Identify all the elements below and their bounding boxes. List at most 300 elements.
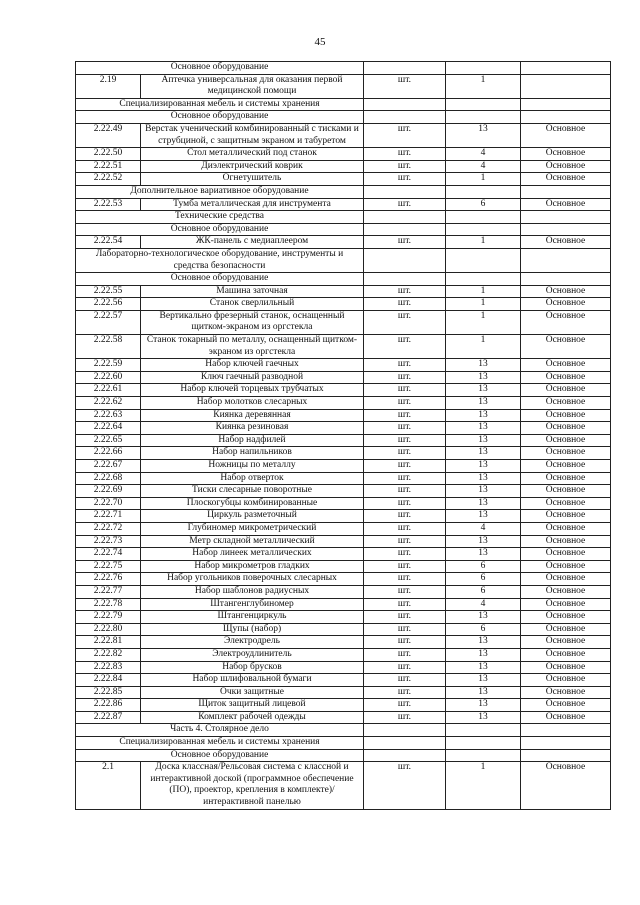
item-name: Набор линеек металлических bbox=[141, 548, 364, 561]
table-row bbox=[76, 661, 611, 674]
item-number: 2.22.78 bbox=[76, 598, 141, 611]
item-number: 2.1 bbox=[76, 762, 141, 809]
item-name: Комплект рабочей одежды bbox=[141, 711, 364, 724]
item-name: Киянка резиновая bbox=[141, 422, 364, 435]
section-row bbox=[76, 749, 611, 762]
section-title: Технические средства bbox=[76, 211, 364, 224]
item-quantity: 13 bbox=[446, 686, 521, 699]
item-category: Основное bbox=[521, 397, 611, 410]
item-quantity: 4 bbox=[446, 148, 521, 161]
item-name: Щиток защитный лицевой bbox=[141, 699, 364, 712]
item-name: Набор угольников поверочных слесарных bbox=[141, 573, 364, 586]
item-name: Циркуль разметочный bbox=[141, 510, 364, 523]
item-number: 2.22.72 bbox=[76, 522, 141, 535]
item-number: 2.22.52 bbox=[76, 173, 141, 186]
item-name: Ножницы по металлу bbox=[141, 460, 364, 473]
section-title: Дополнительное вариативное оборудование bbox=[76, 185, 364, 198]
table-row bbox=[76, 535, 611, 548]
item-unit: шт. bbox=[364, 460, 446, 473]
item-category: Основное bbox=[521, 409, 611, 422]
item-category: Основное bbox=[521, 148, 611, 161]
item-category: Основное bbox=[521, 123, 611, 147]
section-row bbox=[76, 223, 611, 236]
item-quantity: 13 bbox=[446, 397, 521, 410]
item-quantity: 4 bbox=[446, 598, 521, 611]
item-unit: шт. bbox=[364, 648, 446, 661]
item-unit: шт. bbox=[364, 598, 446, 611]
table-row bbox=[76, 371, 611, 384]
unit-cell bbox=[364, 737, 446, 750]
category-cell bbox=[521, 111, 611, 124]
category-cell bbox=[521, 248, 611, 272]
item-category: Основное bbox=[521, 160, 611, 173]
page-number: 45 bbox=[314, 36, 326, 48]
item-unit: шт. bbox=[364, 535, 446, 548]
item-quantity: 13 bbox=[446, 359, 521, 372]
item-number: 2.22.60 bbox=[76, 371, 141, 384]
item-unit: шт. bbox=[364, 623, 446, 636]
item-unit: шт. bbox=[364, 236, 446, 249]
item-unit: шт. bbox=[364, 711, 446, 724]
item-category: Основное bbox=[521, 434, 611, 447]
section-title: Основное оборудование bbox=[76, 111, 364, 124]
item-unit: шт. bbox=[364, 686, 446, 699]
item-quantity: 1 bbox=[446, 285, 521, 298]
item-unit: шт. bbox=[364, 198, 446, 211]
item-category: Основное bbox=[521, 522, 611, 535]
qty-cell bbox=[446, 211, 521, 224]
table-row bbox=[76, 198, 611, 211]
table-row bbox=[76, 522, 611, 535]
item-number: 2.22.75 bbox=[76, 560, 141, 573]
item-quantity: 1 bbox=[446, 335, 521, 359]
table-row bbox=[76, 623, 611, 636]
section-title: Лабораторно-технологическое оборудование, инструменты и средства безопасности bbox=[76, 248, 364, 272]
item-number: 2.22.73 bbox=[76, 535, 141, 548]
item-category: Основное bbox=[521, 535, 611, 548]
item-category: Основное bbox=[521, 686, 611, 699]
unit-cell bbox=[364, 223, 446, 236]
table-row bbox=[76, 548, 611, 561]
section-title: Часть 4. Столярное дело bbox=[76, 724, 364, 737]
unit-cell bbox=[364, 211, 446, 224]
unit-cell bbox=[364, 749, 446, 762]
item-quantity: 13 bbox=[446, 123, 521, 147]
table-row bbox=[76, 648, 611, 661]
item-name: Ключ гаечный разводной bbox=[141, 371, 364, 384]
item-number: 2.22.50 bbox=[76, 148, 141, 161]
item-quantity: 1 bbox=[446, 173, 521, 186]
qty-cell bbox=[446, 111, 521, 124]
table-row bbox=[76, 510, 611, 523]
item-quantity: 13 bbox=[446, 422, 521, 435]
item-name: ЖК-панель с медиаплеером bbox=[141, 236, 364, 249]
unit-cell bbox=[364, 111, 446, 124]
item-name: Машина заточная bbox=[141, 285, 364, 298]
table-row bbox=[76, 762, 611, 809]
item-unit: шт. bbox=[364, 434, 446, 447]
item-name: Тиски слесарные поворотные bbox=[141, 485, 364, 498]
item-name: Штангенциркуль bbox=[141, 611, 364, 624]
section-row bbox=[76, 273, 611, 286]
item-name: Глубиномер микрометрический bbox=[141, 522, 364, 535]
item-number: 2.22.58 bbox=[76, 335, 141, 359]
item-number: 2.22.64 bbox=[76, 422, 141, 435]
category-cell bbox=[521, 62, 611, 75]
item-quantity: 13 bbox=[446, 434, 521, 447]
item-category: Основное bbox=[521, 384, 611, 397]
item-name: Электроудлинитель bbox=[141, 648, 364, 661]
qty-cell bbox=[446, 273, 521, 286]
item-name: Набор микрометров гладких bbox=[141, 560, 364, 573]
item-quantity: 13 bbox=[446, 472, 521, 485]
table-row bbox=[76, 699, 611, 712]
item-unit: шт. bbox=[364, 335, 446, 359]
unit-cell bbox=[364, 185, 446, 198]
table-row bbox=[76, 460, 611, 473]
item-unit: шт. bbox=[364, 510, 446, 523]
qty-cell bbox=[446, 248, 521, 272]
item-name: Электродрель bbox=[141, 636, 364, 649]
item-number: 2.22.85 bbox=[76, 686, 141, 699]
item-quantity: 4 bbox=[446, 160, 521, 173]
item-quantity: 1 bbox=[446, 236, 521, 249]
item-category: Основное bbox=[521, 623, 611, 636]
table-row bbox=[76, 711, 611, 724]
item-category: Основное bbox=[521, 236, 611, 249]
table-row bbox=[76, 472, 611, 485]
item-name: Набор ключей гаечных bbox=[141, 359, 364, 372]
item-number: 2.22.54 bbox=[76, 236, 141, 249]
section-row bbox=[76, 185, 611, 198]
qty-cell bbox=[446, 724, 521, 737]
item-number: 2.22.62 bbox=[76, 397, 141, 410]
item-quantity: 13 bbox=[446, 447, 521, 460]
table-row bbox=[76, 434, 611, 447]
item-unit: шт. bbox=[364, 298, 446, 311]
item-quantity: 13 bbox=[446, 371, 521, 384]
category-cell bbox=[521, 737, 611, 750]
item-number: 2.22.70 bbox=[76, 497, 141, 510]
item-category: Основное bbox=[521, 611, 611, 624]
item-unit: шт. bbox=[364, 674, 446, 687]
table-row bbox=[76, 236, 611, 249]
item-category: Основное bbox=[521, 762, 611, 809]
section-row bbox=[76, 248, 611, 272]
equipment-table bbox=[75, 61, 611, 810]
item-number: 2.19 bbox=[76, 74, 141, 98]
item-name: Аптечка универсальная для оказания первой медицинской помощи bbox=[141, 74, 364, 98]
item-quantity: 13 bbox=[446, 661, 521, 674]
item-name: Набор напильников bbox=[141, 447, 364, 460]
item-number: 2.22.68 bbox=[76, 472, 141, 485]
item-number: 2.22.59 bbox=[76, 359, 141, 372]
table-row bbox=[76, 686, 611, 699]
item-category: Основное bbox=[521, 359, 611, 372]
item-category: Основное bbox=[521, 560, 611, 573]
item-category: Основное bbox=[521, 699, 611, 712]
item-name: Щупы (набор) bbox=[141, 623, 364, 636]
table-row bbox=[76, 148, 611, 161]
item-quantity: 13 bbox=[446, 485, 521, 498]
item-number: 2.22.66 bbox=[76, 447, 141, 460]
item-unit: шт. bbox=[364, 573, 446, 586]
table-row bbox=[76, 636, 611, 649]
table-row bbox=[76, 485, 611, 498]
item-name: Диэлектрический коврик bbox=[141, 160, 364, 173]
item-unit: шт. bbox=[364, 74, 446, 98]
item-quantity: 6 bbox=[446, 560, 521, 573]
item-quantity: 1 bbox=[446, 74, 521, 98]
item-quantity: 13 bbox=[446, 548, 521, 561]
unit-cell bbox=[364, 98, 446, 111]
item-quantity: 13 bbox=[446, 409, 521, 422]
item-number: 2.22.53 bbox=[76, 198, 141, 211]
item-quantity: 13 bbox=[446, 510, 521, 523]
item-category: Основное bbox=[521, 636, 611, 649]
item-unit: шт. bbox=[364, 285, 446, 298]
item-category: Основное bbox=[521, 674, 611, 687]
table-row bbox=[76, 335, 611, 359]
item-category bbox=[521, 74, 611, 98]
table-row bbox=[76, 598, 611, 611]
item-unit: шт. bbox=[364, 548, 446, 561]
item-unit: шт. bbox=[364, 447, 446, 460]
item-name: Набор ключей торцевых трубчатых bbox=[141, 384, 364, 397]
item-category: Основное bbox=[521, 497, 611, 510]
item-unit: шт. bbox=[364, 699, 446, 712]
section-row bbox=[76, 211, 611, 224]
item-category: Основное bbox=[521, 510, 611, 523]
item-number: 2.22.57 bbox=[76, 310, 141, 334]
item-category: Основное bbox=[521, 661, 611, 674]
item-category: Основное bbox=[521, 447, 611, 460]
item-number: 2.22.82 bbox=[76, 648, 141, 661]
item-number: 2.22.71 bbox=[76, 510, 141, 523]
item-unit: шт. bbox=[364, 359, 446, 372]
item-name: Набор надфилей bbox=[141, 434, 364, 447]
item-quantity: 13 bbox=[446, 674, 521, 687]
item-category: Основное bbox=[521, 422, 611, 435]
item-quantity: 6 bbox=[446, 198, 521, 211]
unit-cell bbox=[364, 62, 446, 75]
item-unit: шт. bbox=[364, 636, 446, 649]
item-name: Плоскогубцы комбинированные bbox=[141, 497, 364, 510]
item-unit: шт. bbox=[364, 422, 446, 435]
item-name: Очки защитные bbox=[141, 686, 364, 699]
item-number: 2.22.51 bbox=[76, 160, 141, 173]
unit-cell bbox=[364, 273, 446, 286]
item-quantity: 13 bbox=[446, 648, 521, 661]
item-unit: шт. bbox=[364, 409, 446, 422]
item-category: Основное bbox=[521, 472, 611, 485]
table-row bbox=[76, 160, 611, 173]
item-category: Основное bbox=[521, 198, 611, 211]
item-name: Доска классная/Рельсовая система с классной и интерактивной доской (программное обеспечение (ПО), проектор, крепления в комплекте)/интерактивной панелью bbox=[141, 762, 364, 809]
item-name: Вертикально фрезерный станок, оснащенный щитком-экраном из оргстекла bbox=[141, 310, 364, 334]
table-row bbox=[76, 298, 611, 311]
item-category: Основное bbox=[521, 598, 611, 611]
item-quantity: 1 bbox=[446, 762, 521, 809]
section-row bbox=[76, 111, 611, 124]
item-category: Основное bbox=[521, 371, 611, 384]
item-name: Тумба металлическая для инструмента bbox=[141, 198, 364, 211]
section-title: Специализированная мебель и системы хранения bbox=[76, 737, 364, 750]
item-quantity: 4 bbox=[446, 522, 521, 535]
item-unit: шт. bbox=[364, 497, 446, 510]
item-quantity: 13 bbox=[446, 699, 521, 712]
item-unit: шт. bbox=[364, 661, 446, 674]
item-name: Набор шлифовальной бумаги bbox=[141, 674, 364, 687]
item-category: Основное bbox=[521, 310, 611, 334]
item-number: 2.22.69 bbox=[76, 485, 141, 498]
qty-cell bbox=[446, 98, 521, 111]
qty-cell bbox=[446, 185, 521, 198]
item-unit: шт. bbox=[364, 397, 446, 410]
item-number: 2.22.77 bbox=[76, 585, 141, 598]
item-name: Набор шаблонов радиусных bbox=[141, 585, 364, 598]
item-category: Основное bbox=[521, 298, 611, 311]
table-row bbox=[76, 447, 611, 460]
table-row bbox=[76, 384, 611, 397]
table-row bbox=[76, 359, 611, 372]
item-number: 2.22.76 bbox=[76, 573, 141, 586]
item-number: 2.22.56 bbox=[76, 298, 141, 311]
item-number: 2.22.79 bbox=[76, 611, 141, 624]
section-row bbox=[76, 62, 611, 75]
item-category: Основное bbox=[521, 548, 611, 561]
item-quantity: 6 bbox=[446, 573, 521, 586]
item-name: Штангенглубиномер bbox=[141, 598, 364, 611]
item-name: Станок сверлильный bbox=[141, 298, 364, 311]
table-row bbox=[76, 123, 611, 147]
item-number: 2.22.65 bbox=[76, 434, 141, 447]
item-number: 2.22.74 bbox=[76, 548, 141, 561]
unit-cell bbox=[364, 724, 446, 737]
item-category: Основное bbox=[521, 711, 611, 724]
item-category: Основное bbox=[521, 573, 611, 586]
section-title: Основное оборудование bbox=[76, 273, 364, 286]
item-number: 2.22.84 bbox=[76, 674, 141, 687]
table-row bbox=[76, 585, 611, 598]
item-quantity: 13 bbox=[446, 497, 521, 510]
item-number: 2.22.87 bbox=[76, 711, 141, 724]
category-cell bbox=[521, 273, 611, 286]
table-row bbox=[76, 409, 611, 422]
item-quantity: 6 bbox=[446, 585, 521, 598]
item-unit: шт. bbox=[364, 472, 446, 485]
section-row bbox=[76, 737, 611, 750]
item-quantity: 6 bbox=[446, 623, 521, 636]
item-number: 2.22.86 bbox=[76, 699, 141, 712]
section-row bbox=[76, 724, 611, 737]
table-row bbox=[76, 173, 611, 186]
item-category: Основное bbox=[521, 173, 611, 186]
table-row bbox=[76, 560, 611, 573]
item-unit: шт. bbox=[364, 585, 446, 598]
item-quantity: 13 bbox=[446, 711, 521, 724]
item-unit: шт. bbox=[364, 371, 446, 384]
item-number: 2.22.83 bbox=[76, 661, 141, 674]
item-unit: шт. bbox=[364, 762, 446, 809]
item-unit: шт. bbox=[364, 123, 446, 147]
item-unit: шт. bbox=[364, 173, 446, 186]
item-name: Набор отверток bbox=[141, 472, 364, 485]
item-quantity: 13 bbox=[446, 611, 521, 624]
category-cell bbox=[521, 98, 611, 111]
item-unit: шт. bbox=[364, 310, 446, 334]
qty-cell bbox=[446, 749, 521, 762]
item-name: Метр складной металлический bbox=[141, 535, 364, 548]
item-number: 2.22.55 bbox=[76, 285, 141, 298]
item-unit: шт. bbox=[364, 160, 446, 173]
table-row bbox=[76, 285, 611, 298]
item-name: Набор молотков слесарных bbox=[141, 397, 364, 410]
table-row bbox=[76, 74, 611, 98]
item-number: 2.22.67 bbox=[76, 460, 141, 473]
item-unit: шт. bbox=[364, 485, 446, 498]
item-quantity: 1 bbox=[446, 298, 521, 311]
category-cell bbox=[521, 724, 611, 737]
table-row bbox=[76, 497, 611, 510]
section-title: Основное оборудование bbox=[76, 62, 364, 75]
table-row bbox=[76, 397, 611, 410]
item-category: Основное bbox=[521, 585, 611, 598]
section-title: Специализированная мебель и системы хранения bbox=[76, 98, 364, 111]
section-title: Основное оборудование bbox=[76, 223, 364, 236]
item-name: Стол металлический под станок bbox=[141, 148, 364, 161]
item-unit: шт. bbox=[364, 384, 446, 397]
item-quantity: 13 bbox=[446, 636, 521, 649]
item-number: 2.22.61 bbox=[76, 384, 141, 397]
section-row bbox=[76, 98, 611, 111]
item-category: Основное bbox=[521, 335, 611, 359]
item-name: Огнетушитель bbox=[141, 173, 364, 186]
item-number: 2.22.81 bbox=[76, 636, 141, 649]
item-category: Основное bbox=[521, 648, 611, 661]
category-cell bbox=[521, 749, 611, 762]
item-quantity: 13 bbox=[446, 460, 521, 473]
item-category: Основное bbox=[521, 460, 611, 473]
item-number: 2.22.80 bbox=[76, 623, 141, 636]
table-row bbox=[76, 573, 611, 586]
item-number: 2.22.63 bbox=[76, 409, 141, 422]
section-title: Основное оборудование bbox=[76, 749, 364, 762]
table-row bbox=[76, 611, 611, 624]
item-unit: шт. bbox=[364, 522, 446, 535]
item-name: Набор брусков bbox=[141, 661, 364, 674]
qty-cell bbox=[446, 62, 521, 75]
table-row bbox=[76, 310, 611, 334]
unit-cell bbox=[364, 248, 446, 272]
category-cell bbox=[521, 223, 611, 236]
item-unit: шт. bbox=[364, 148, 446, 161]
item-unit: шт. bbox=[364, 611, 446, 624]
item-unit: шт. bbox=[364, 560, 446, 573]
item-quantity: 1 bbox=[446, 310, 521, 334]
category-cell bbox=[521, 211, 611, 224]
table-row bbox=[76, 422, 611, 435]
item-number: 2.22.49 bbox=[76, 123, 141, 147]
item-name: Верстак ученический комбинированный с тисками и струбциной, с защитным экраном и табуретом bbox=[141, 123, 364, 147]
item-category: Основное bbox=[521, 485, 611, 498]
item-name: Станок токарный по металлу, оснащенный щитком-экраном из оргстекла bbox=[141, 335, 364, 359]
item-category: Основное bbox=[521, 285, 611, 298]
category-cell bbox=[521, 185, 611, 198]
qty-cell bbox=[446, 223, 521, 236]
item-quantity: 13 bbox=[446, 535, 521, 548]
item-name: Киянка деревянная bbox=[141, 409, 364, 422]
